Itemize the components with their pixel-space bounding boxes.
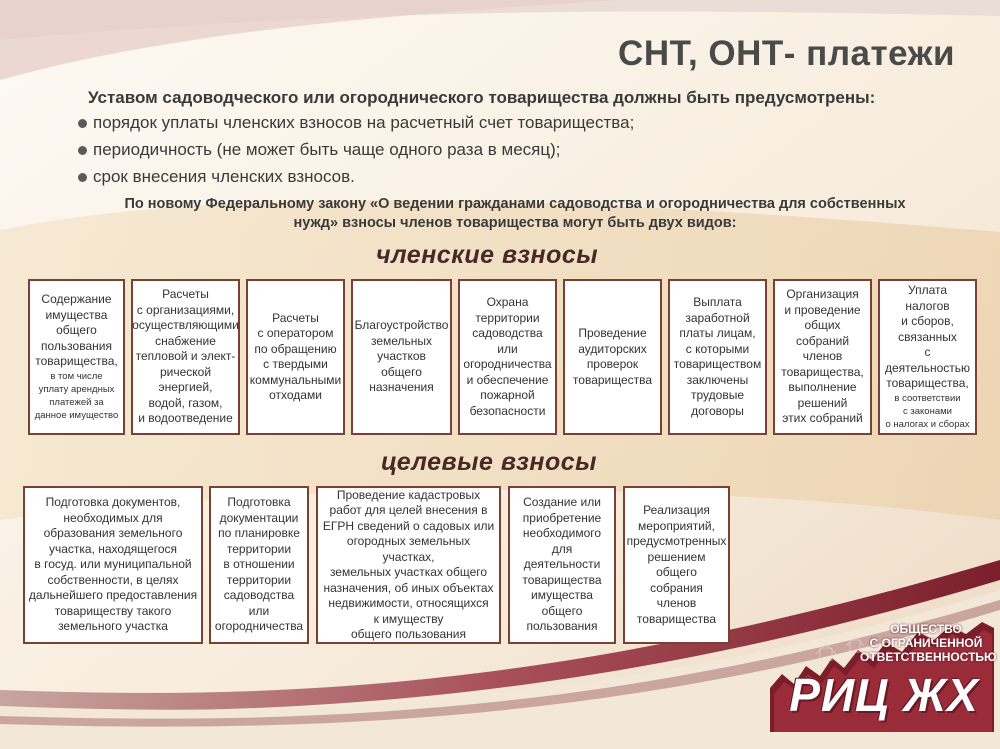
company-name: РИЦ ЖХ: [789, 669, 979, 721]
bullet-icon: [78, 119, 87, 128]
member-fee-card: Содержание имущества общего пользования товарищества, в том числе уплату арендных платежей за данное имущество: [28, 279, 125, 435]
member-fee-card: Уплата налогов и сборов, связанных с деятельностью товарищества, в соответствии с законами о налогах и сборах: [878, 279, 977, 435]
intro-text: Уставом садоводческого или огороднического товарищества должны быть предусмотрены:: [88, 88, 876, 107]
list-item: порядок уплаты членских взносов на расчетный счет товарищества;: [78, 113, 634, 140]
member-fee-card: Расчеты с оператором по обращению с твердыми коммунальными отходами: [246, 279, 345, 435]
target-fee-card: Реализация мероприятий, предусмотренных решением общего собрания членов товарищества: [623, 486, 730, 644]
member-fee-card: Благоустройство земельных участков общего назначения: [351, 279, 452, 435]
target-fee-card: Проведение кадастровых работ для целей внесения в ЕГРН сведений о садовых или огородных земельных участках, земельных участках общего назначения, об иных объектах недвижимости, относящихся к имуществу общего пользования: [316, 486, 501, 644]
bullet-icon: [78, 173, 87, 182]
page-title: СНТ, ОНТ- платежи: [618, 34, 955, 73]
member-fees-title: членские взносы: [376, 241, 599, 269]
law-text: По новому Федеральному закону «О ведении гражданами садоводства и огородничества для собственных нужд» взносы членов товарищества могут быть двух видов:: [124, 196, 906, 231]
bullet-icon: [78, 146, 87, 155]
member-fee-card: Проведение аудиторских проверок товарищества: [563, 279, 662, 435]
target-fee-card: Подготовка документации по планировке территории в отношении территории садоводства или огородничества: [209, 486, 309, 644]
member-fee-card: Охрана территории садоводства или огородничества и обеспечение пожарной безопасности: [458, 279, 557, 435]
list-item: срок внесения членских взносов.: [78, 167, 634, 194]
member-fee-card: Выплата заработной платы лицам, с которыми товариществом заключены трудовые договоры: [668, 279, 767, 435]
target-fee-card: Подготовка документов, необходимых для образования земельного участка, находящегося в госуд. или муниципальной собственности, в целях дальнейшего предоставления товариществу такого земельного участка: [23, 486, 203, 644]
member-fee-card: Расчеты с организациями, осуществляющими снабжение тепловой и элект- рической энергией, водой, газом, и водоотведение: [131, 279, 240, 435]
target-fee-card: Создание или приобретение необходимого для деятельности товарищества имущества общего пользования: [508, 486, 616, 644]
requirements-list: [78, 113, 634, 194]
member-fee-card: Организация и проведение общих собраний членов товарищества, выполнение решений этих собраний: [773, 279, 872, 435]
company-caption: ОБЩЕСТВО С ОГРАНИЧЕННОЙ ОТВЕТСТВЕННОСТЬЮ: [860, 622, 997, 664]
list-item: периодичность (не может быть чаще одного раза в месяц);: [78, 140, 634, 167]
target-fees-title: целевые взносы: [381, 448, 597, 476]
